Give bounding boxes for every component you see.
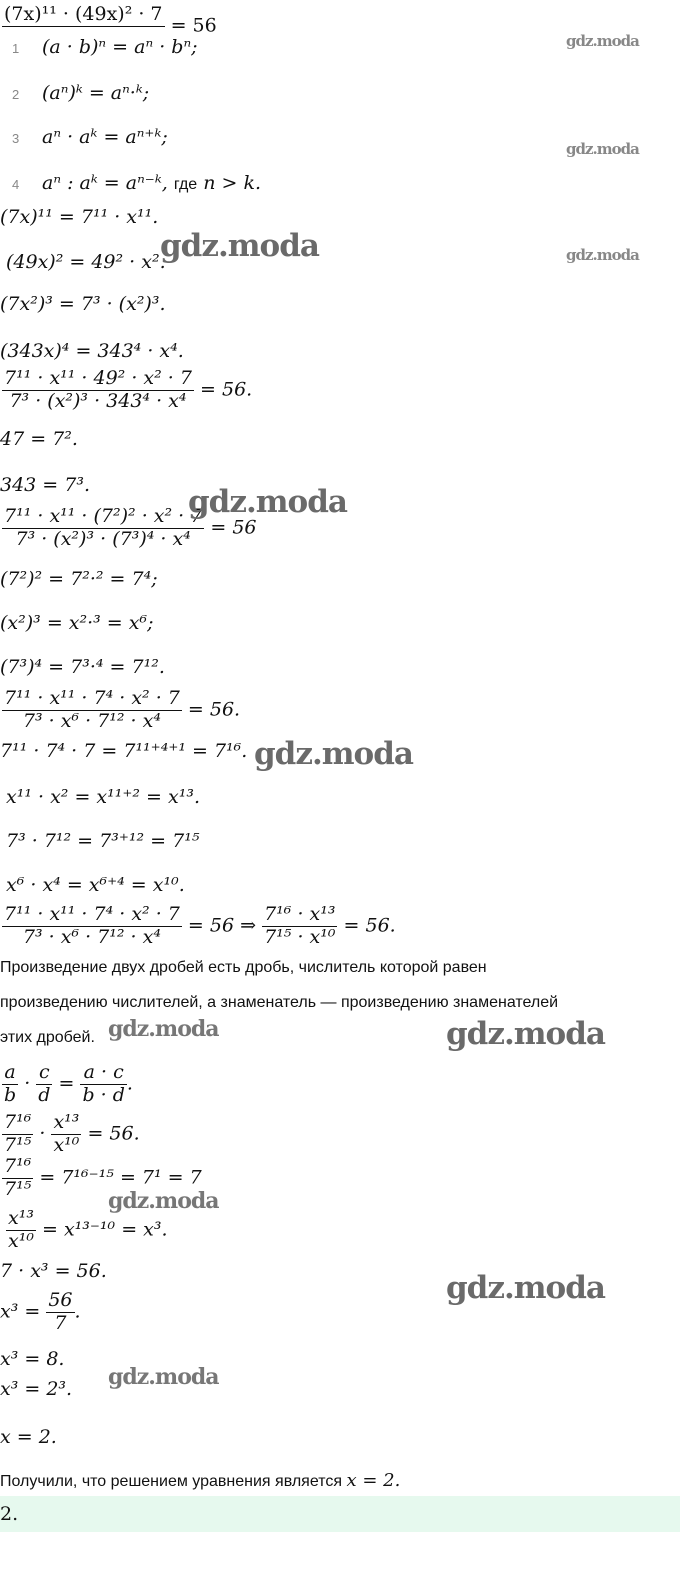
step-343: 343 = 7³. [0,474,91,496]
step-49x-power: (49x)² = 49² · x². [6,251,166,273]
step-7-powers-sum: 7¹¹ · 7⁴ · 7 = 7¹¹⁺⁴⁺¹ = 7¹⁶. [0,740,248,762]
fraction-step-4: $\frac{\text{7¹¹ · x¹¹ · 7⁴ · x² · 7}}{\text{7³ · x⁶ · 7¹² · x⁴}}$ = 56 ⇒ $\frac{\text{7¹⁶ · x¹³}}{\text{7¹⁵ · x¹⁰}}$ = 56. [4,903,396,948]
step-7x-power: (7x)¹¹ = 7¹¹ · x¹¹. [0,206,159,228]
step-47: 47 = 7². [0,428,78,450]
step-x-equals-2: x = 2. [0,1426,57,1448]
rule-4: 4 aⁿ : aᵏ = aⁿ⁻ᵏ, где n > k. [12,172,262,194]
step-x-powers-sum-2: x⁶ · x⁴ = x⁶⁺⁴ = x¹⁰. [6,874,185,896]
fraction-step-5: $\frac{\text{7¹⁶}}{\text{7¹⁵}}$ · $\frac{\text{x¹³}}{\text{x¹⁰}}$ = 56. [4,1111,140,1156]
watermark-logo: gdz.moda [446,1016,605,1052]
watermark-logo: gdz.moda [566,246,639,264]
watermark-logo: gdz.moda [446,1270,605,1306]
fraction-product-rule: $\frac{a}{b}$ · $\frac{c}{d}$ = $\frac{a \cdot c}{b \cdot d}$ . [4,1061,133,1106]
step-x3-2cubed: x³ = 2³. [0,1378,73,1400]
rule-text-line-1: Произведение двух дробей есть дробь, числитель которой равен [0,959,487,976]
step-7x2-power: (7x²)³ = 7³ · (x²)³. [0,293,166,315]
watermark-logo: gdz.moda [566,140,639,158]
rule-text-line-2: произведению числителей, а знаменатель — произведению знаменателей [0,994,559,1011]
step-x3-fraction: x³ = $\frac{56}{7}$ . [0,1289,81,1334]
step-7x3: 7 · x³ = 56. [0,1260,107,1282]
rule-text-line-3: этих дробей. [0,1029,95,1046]
watermark-logo: gdz.moda [160,228,319,264]
watermark-logo: gdz.moda [566,32,639,50]
step-343x-power: (343x)⁴ = 343⁴ · x⁴. [0,340,184,362]
watermark-logo: gdz.moda [254,736,413,772]
fraction-step-6: $\frac{\text{7¹⁶}}{\text{7¹⁵}}$ = 7¹⁶⁻¹⁵ = 7¹ = 7 [4,1155,202,1200]
rule-3: 3 aⁿ · aᵏ = aⁿ⁺ᵏ; [12,126,168,148]
step-x-squared-cubed: (x²)³ = x²·³ = x⁶; [0,612,154,634]
watermark-logo: gdz.moda [108,1364,219,1390]
step-7-squared-squared: (7²)² = 7²·² = 7⁴; [0,568,158,590]
rule-2: 2 (aⁿ)ᵏ = aⁿ·ᵏ; [12,82,150,104]
step-x3-8: x³ = 8. [0,1348,65,1370]
watermark-logo: gdz.moda [108,1016,219,1042]
conclusion-line: Получили, что решением уравнения является x = 2. [0,1470,401,1491]
watermark-logo: gdz.moda [188,484,347,520]
watermark-logo: gdz.moda [108,1188,219,1214]
fraction-step-2: $\frac{\text{7¹¹ · x¹¹ · (7²)² · x² · 7}}{\text{7³ · (x²)³ · (7³)⁴ · x⁴}}$ = 56 [4,505,257,550]
fraction-step-3: $\frac{\text{7¹¹ · x¹¹ · 7⁴ · x² · 7}}{\text{7³ · x⁶ · 7¹² · x⁴}}$ = 56. [4,687,241,732]
step-7-powers-sum-2: 7³ · 7¹² = 7³⁺¹² = 7¹⁵ [6,830,200,852]
step-x-powers-sum: x¹¹ · x² = x¹¹⁺² = x¹³. [6,786,200,808]
step-7-cubed-fourth: (7³)⁴ = 7³·⁴ = 7¹². [0,656,165,678]
fraction-step-1: $\frac{\text{7¹¹ · x¹¹ · 49² · x² · 7}}{\text{7³ · (x²)³ · 343⁴ · x⁴}}$ = 56. [4,367,253,412]
answer-value: 2. [0,1503,19,1525]
rule-1: 1 (a · b)ⁿ = aⁿ · bⁿ; [12,36,198,58]
top-equation: (7x)¹¹ · (49x)² · 7 = 56 [4,3,217,37]
answer-bar [0,1496,680,1532]
fraction-step-7: $\frac{\text{x¹³}}{\text{x¹⁰}}$ = x¹³⁻¹⁰ = x³. [8,1207,168,1252]
